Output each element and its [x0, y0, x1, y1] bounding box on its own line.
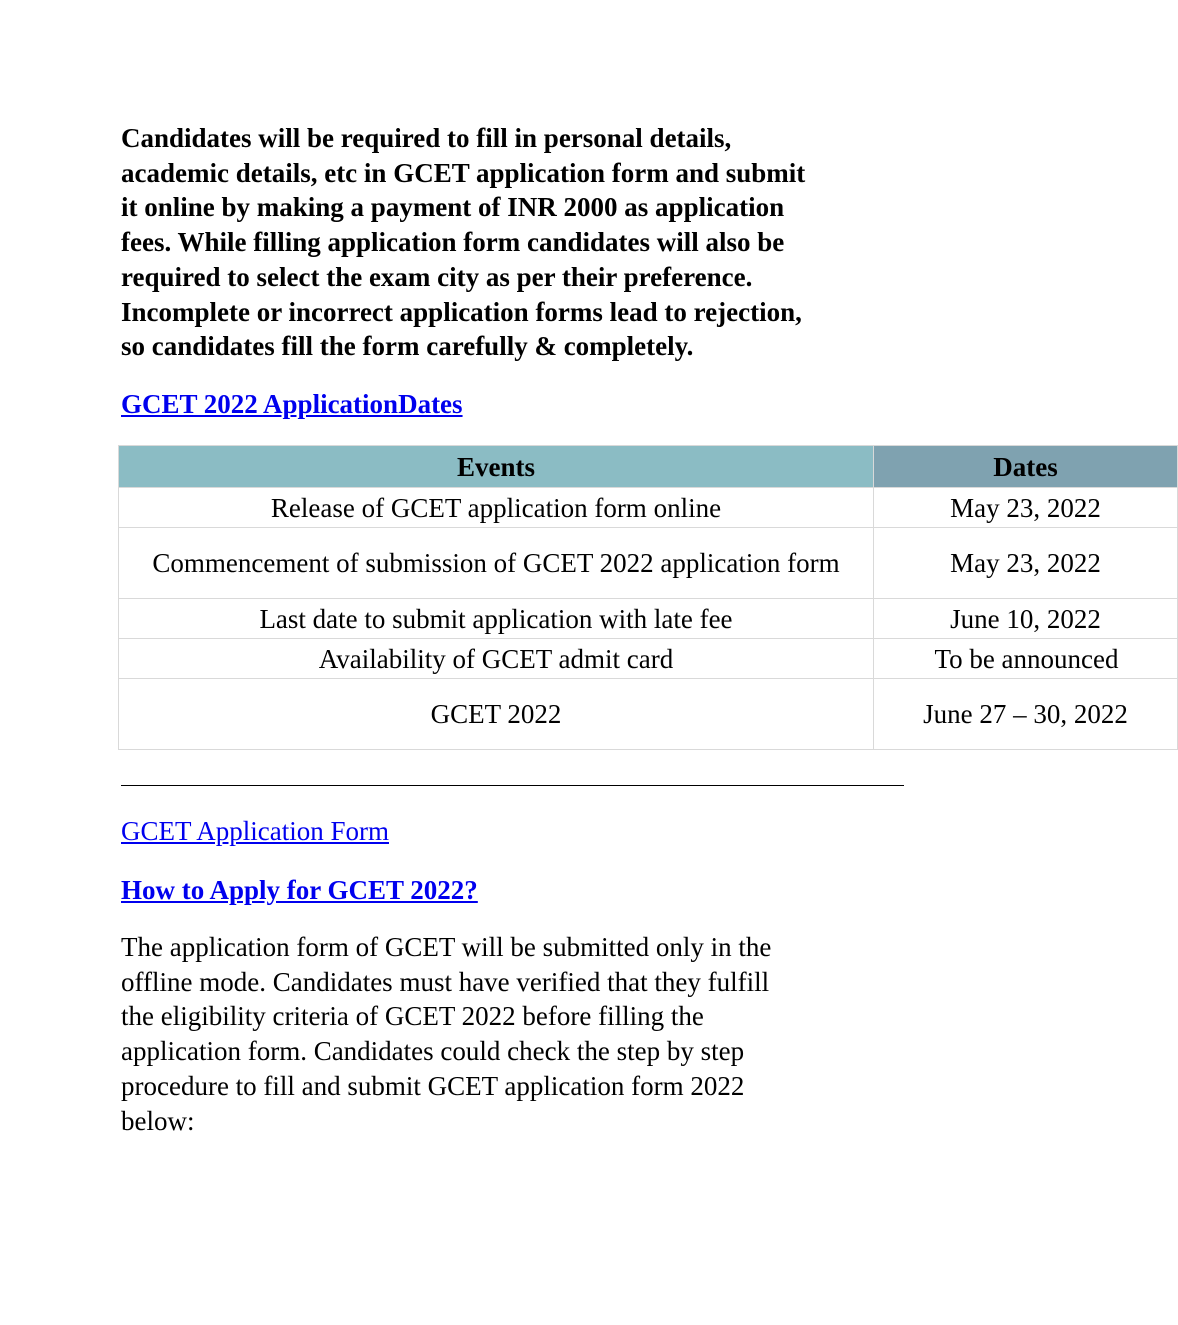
event-cell: Availability of GCET admit card [119, 639, 874, 679]
table-row [119, 639, 1178, 679]
dates-column-header: Dates [874, 446, 1178, 488]
how-to-apply-link[interactable]: How to Apply for GCET 2022? [121, 875, 478, 905]
event-cell: Release of GCET application form online [119, 488, 874, 528]
date-cell: June 27 – 30, 2022 [874, 679, 1178, 750]
event-cell: GCET 2022 [119, 679, 874, 750]
horizontal-divider [121, 785, 904, 786]
date-cell: June 10, 2022 [874, 599, 1178, 639]
table-row [119, 599, 1178, 639]
event-cell: Commencement of submission of GCET 2022 application form [119, 528, 874, 599]
table-row [119, 528, 1178, 599]
application-dates-link[interactable]: GCET 2022 ApplicationDates [121, 389, 463, 419]
application-dates-table [118, 445, 1178, 750]
date-cell: To be announced [874, 639, 1178, 679]
application-form-link[interactable]: GCET Application Form [121, 816, 389, 846]
date-cell: May 23, 2022 [874, 528, 1178, 599]
date-cell: May 23, 2022 [874, 488, 1178, 528]
table-header-row [119, 446, 1178, 488]
event-cell: Last date to submit application with late fee [119, 599, 874, 639]
application-procedure-paragraph: The application form of GCET will be submitted only in the offline mode. Candidates must have verified that they fulfill the eligibility criteria of GCET 2022 before filling the application form. Candidates could check the step by step procedure to fill and submit GCET application form 2022 below: [121, 932, 772, 1136]
events-column-header: Events [119, 446, 874, 488]
intro-paragraph: Candidates will be required to fill in personal details, academic details, etc in GCET application form and submit it online by making a payment of INR 2000 as application fees. While filling application form candidates will also be required to select the exam city as per their preference. Incomplete or incorrect application forms lead to rejection, so candidates fill the form carefully & completely. [121, 123, 806, 362]
table-row [119, 488, 1178, 528]
table-row [119, 679, 1178, 750]
application-dates-table-container [118, 445, 1128, 750]
